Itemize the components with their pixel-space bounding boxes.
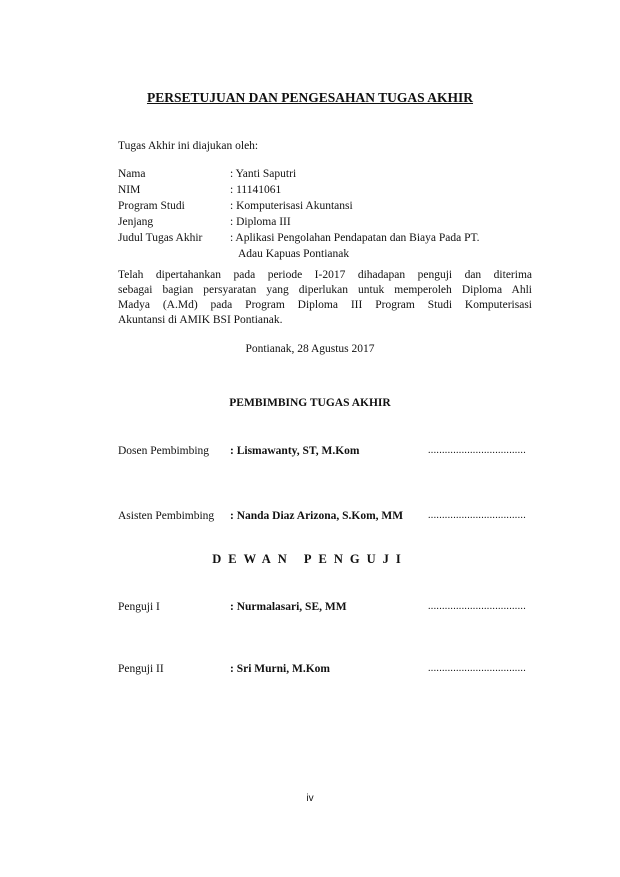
signature-name: : Nurmalasari, SE, MM: [230, 601, 347, 613]
pembimbing-heading: PEMBIMBING TUGAS AKHIR: [229, 397, 391, 409]
intro-text: Tugas Akhir ini diajukan oleh:: [118, 140, 259, 152]
info-value: : Yanti Saputri: [230, 168, 297, 180]
signature-label: Dosen Pembimbing: [118, 445, 210, 457]
paragraph-line: Madya (A.Md) pada Program Diploma III Program Studi Komputerisasi: [118, 299, 532, 311]
info-label: Jenjang: [118, 216, 154, 228]
info-label: Judul Tugas Akhir: [118, 232, 203, 244]
page-title: PERSETUJUAN DAN PENGESAHAN TUGAS AKHIR: [146, 90, 474, 105]
signature-line: ...................................: [428, 445, 526, 456]
signature-label: Penguji II: [118, 663, 164, 675]
info-value: : Komputerisasi Akuntansi: [230, 200, 353, 212]
info-value: : Aplikasi Pengolahan Pendapatan dan Biaya Pada PT.: [230, 232, 480, 244]
signature-name: : Sri Murni, M.Kom: [230, 663, 330, 675]
info-value: : 11141061: [230, 184, 282, 196]
info-label: Program Studi: [118, 200, 185, 212]
page-number: iv: [306, 793, 314, 804]
signature-line: ...................................: [428, 663, 526, 674]
paragraph-line: Akuntansi di AMIK BSI Pontianak.: [118, 314, 283, 326]
date-line: Pontianak, 28 Agustus 2017: [245, 343, 375, 355]
signature-label: Penguji I: [118, 601, 160, 613]
paragraph-line: Telah dipertahankan pada periode I-2017 dihadapan penguji dan diterima: [118, 269, 532, 281]
signature-line: ...................................: [428, 601, 526, 612]
approval-paragraph: [118, 268, 532, 328]
signature-name: : Lismawanty, ST, M.Kom: [230, 445, 360, 457]
info-value: : Diploma III: [230, 216, 291, 228]
signature-label: Asisten Pembimbing: [118, 510, 215, 522]
signature-line: ...................................: [428, 510, 526, 521]
info-label: NIM: [118, 184, 141, 196]
signature-name: : Nanda Diaz Arizona, S.Kom, MM: [230, 510, 404, 522]
dewan-penguji-heading: DEWAN PENGUJI: [212, 552, 408, 566]
paragraph-line: sebagai bagian persyaratan yang diperlukan untuk memperoleh Diploma Ahli: [118, 284, 532, 296]
info-judul-continuation: Adau Kapuas Pontianak: [238, 248, 350, 260]
info-label: Nama: [118, 168, 146, 180]
